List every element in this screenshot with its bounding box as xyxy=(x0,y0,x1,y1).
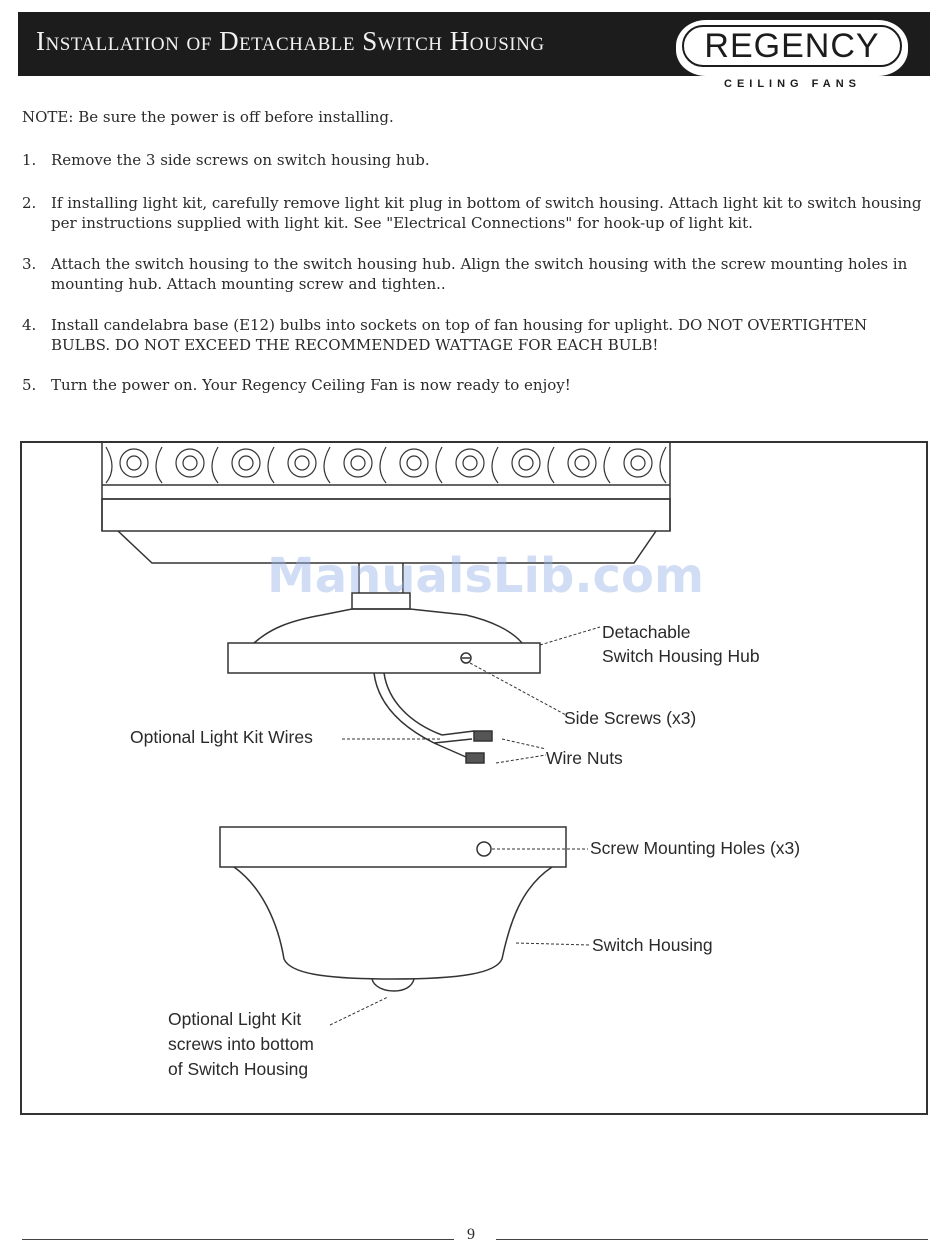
step-number: 4. xyxy=(22,316,37,334)
switch-housing-label: Switch Housing xyxy=(592,935,713,955)
fan-motor-housing xyxy=(102,443,670,563)
step-text: Attach the switch housing to the switch housing hub. Align the switch housing with the screw mounting holes in mounting hub. Attach mounting screw and tighten.. xyxy=(51,255,908,293)
light-kit-label-line3: of Switch Housing xyxy=(168,1059,309,1079)
installation-diagram xyxy=(20,441,928,1115)
light-kit-label-line2: screws into bottom xyxy=(168,1034,314,1054)
switch-housing-hub xyxy=(228,593,540,673)
brand-name: REGENCY xyxy=(704,27,880,65)
safety-note: NOTE: Be sure the power is off before installing. xyxy=(22,108,394,126)
step-text: Turn the power on. Your Regency Ceiling Fan is now ready to enjoy! xyxy=(51,376,571,394)
light-kit-wires-label: Optional Light Kit Wires xyxy=(130,727,313,747)
page-title: Installation of Detachable Switch Housing xyxy=(36,26,545,56)
diagram-illustration xyxy=(22,443,926,1113)
light-kit-label-line1: Optional Light Kit xyxy=(168,1009,302,1029)
brand-logo xyxy=(676,20,908,76)
footer-rule-left xyxy=(22,1239,454,1240)
step-number: 2. xyxy=(22,194,37,212)
switch-housing-body xyxy=(220,827,566,991)
mounting-holes-label: Screw Mounting Holes (x3) xyxy=(590,838,801,858)
side-screws-label: Side Screws (x3) xyxy=(564,708,697,728)
hub-label-line1: Detachable xyxy=(602,622,691,642)
step-text: Remove the 3 side screws on switch housing hub. xyxy=(51,151,430,169)
step-number: 1. xyxy=(22,151,37,169)
brand-subtitle: CEILING FANS xyxy=(724,78,862,90)
watermark-text: ManualsLib.com xyxy=(267,548,704,604)
hub-label-line2: Switch Housing Hub xyxy=(602,646,760,666)
wire-nuts-label: Wire Nuts xyxy=(546,748,623,768)
footer-rule-right xyxy=(496,1239,928,1240)
step-text: Install candelabra base (E12) bulbs into sockets on top of fan housing for uplight. DO NOT OVERTIGHTEN BULBS. DO NOT EXCEED THE RECOMMENDED WATTAGE FOR EACH BULB! xyxy=(51,316,868,354)
brand-logo-frame xyxy=(682,25,902,67)
step-number: 5. xyxy=(22,376,37,394)
step-text: If installing light kit, carefully remove light kit plug in bottom of switch housing. Attach light kit to switch housing per instructions supplied with light kit. See "Electrical Connections" for hook-up of light kit. xyxy=(51,194,922,232)
step-number: 3. xyxy=(22,255,37,273)
page-number: 9 xyxy=(467,1226,475,1243)
